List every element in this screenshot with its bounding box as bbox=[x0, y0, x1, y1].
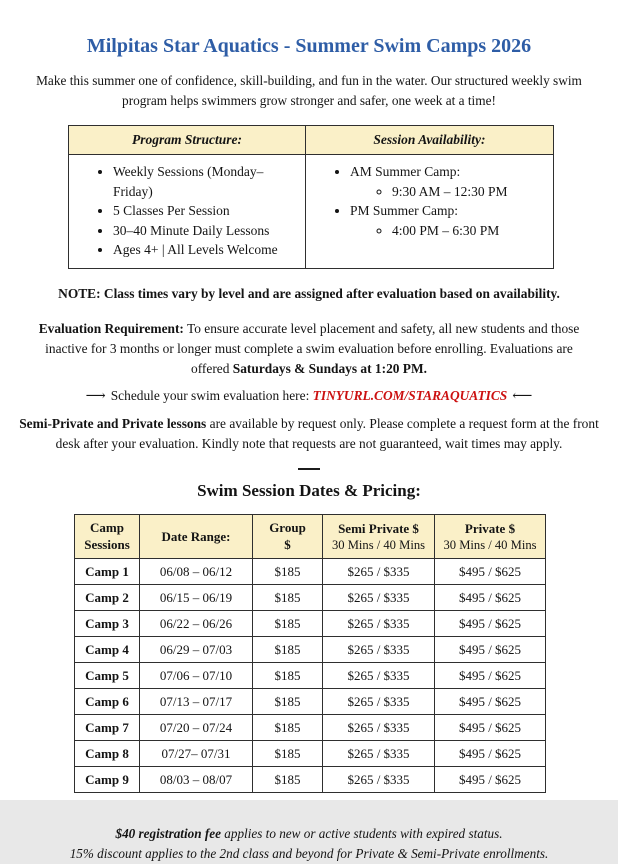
private-price-cell: $495 / $625 bbox=[435, 559, 546, 585]
col-header-group: Group $ bbox=[253, 515, 323, 559]
list-item bbox=[350, 162, 547, 201]
left-arrow-icon: ⟵ bbox=[512, 389, 533, 405]
evaluation-signup-link[interactable]: TINYURL.COM/STARAQUATICS bbox=[312, 388, 508, 404]
dates-cell: 07/20 – 07/24 bbox=[140, 715, 253, 741]
session-availability-header: Session Availability: bbox=[306, 126, 554, 155]
program-structure-cell bbox=[69, 155, 306, 269]
semi-private-price-cell: $265 / $335 bbox=[323, 663, 435, 689]
pricing-table-body bbox=[75, 559, 546, 793]
col-header-camp-sessions: Camp Sessions bbox=[75, 515, 140, 559]
camp-cell: Camp 1 bbox=[75, 559, 140, 585]
semi-private-price-cell: $265 / $335 bbox=[323, 767, 435, 793]
group-price-cell: $185 bbox=[253, 559, 323, 585]
dates-cell: 07/13 – 07/17 bbox=[140, 689, 253, 715]
list-item: • Ages 4+ | All Levels Welcome bbox=[113, 240, 299, 260]
semi-private-price-cell: $265 / $335 bbox=[323, 741, 435, 767]
list-item: • 5 Classes Per Session bbox=[113, 201, 299, 221]
camp-time: 4:00 PM – 6:30 PM bbox=[392, 222, 500, 238]
semi-private-price-cell: $265 / $335 bbox=[323, 559, 435, 585]
program-structure-header: Program Structure: bbox=[69, 126, 306, 155]
group-price-cell: $185 bbox=[253, 689, 323, 715]
group-price-cell: $185 bbox=[253, 611, 323, 637]
section-divider bbox=[298, 468, 320, 470]
col-header-date-range: Date Range: bbox=[140, 515, 253, 559]
evaluation-times: Saturdays & Sundays at 1:20 PM. bbox=[232, 361, 427, 377]
camp-time: 9:30 AM – 12:30 PM bbox=[392, 183, 508, 199]
pricing-row bbox=[75, 689, 546, 715]
group-price-cell: $185 bbox=[253, 585, 323, 611]
private-lessons-label: Semi-Private and Private lessons bbox=[19, 416, 207, 432]
registration-fee-note: $40 registration fee applies to new or active students with expired status. bbox=[115, 826, 503, 842]
right-arrow-icon: ⟶ bbox=[85, 389, 106, 405]
list-item bbox=[392, 182, 547, 202]
private-price-cell: $495 / $625 bbox=[435, 663, 546, 689]
camp-cell: Camp 4 bbox=[75, 637, 140, 663]
camp-label: AM Summer Camp: bbox=[350, 164, 461, 180]
note-text: NOTE: Class times vary by level and are assigned after evaluation based on availability. bbox=[58, 285, 560, 301]
list-item bbox=[392, 221, 547, 241]
private-price-cell: $495 / $625 bbox=[435, 689, 546, 715]
pricing-row bbox=[75, 741, 546, 767]
private-lessons-text: Semi-Private and Private lessons are available by request only. Please complete a request form at the front desk after your evaluation. Kindly note that requests are not guaranteed, wait times may apply. bbox=[19, 416, 599, 452]
evaluation-requirement-label: Evaluation Requirement: bbox=[38, 320, 184, 336]
private-price-cell: $495 / $625 bbox=[435, 767, 546, 793]
semi-private-price-cell: $265 / $335 bbox=[323, 637, 435, 663]
intro-text: Make this summer one of confidence, skill-building, and fun in the water. Our structured weekly swim program helps swimmers grow stronger and safer, one week at a time! bbox=[36, 73, 582, 108]
sub-list bbox=[350, 182, 547, 202]
dates-cell: 06/22 – 06/26 bbox=[140, 611, 253, 637]
private-price-cell: $495 / $625 bbox=[435, 637, 546, 663]
list-item bbox=[350, 201, 547, 240]
pricing-header-row bbox=[75, 515, 546, 559]
semi-private-price-cell: $265 / $335 bbox=[323, 715, 435, 741]
private-price-cell: $495 / $625 bbox=[435, 611, 546, 637]
schedule-label: Schedule your swim evaluation here: bbox=[110, 388, 310, 404]
sub-list bbox=[350, 221, 547, 241]
pricing-row bbox=[75, 611, 546, 637]
program-structure-list bbox=[69, 162, 299, 260]
dates-cell: 06/15 – 06/19 bbox=[140, 585, 253, 611]
semi-private-price-cell: $265 / $335 bbox=[323, 585, 435, 611]
private-price-cell: $495 / $625 bbox=[435, 741, 546, 767]
camp-cell: Camp 2 bbox=[75, 585, 140, 611]
group-price-cell: $185 bbox=[253, 715, 323, 741]
schedule-line bbox=[0, 388, 618, 405]
evaluation-requirement-text: Evaluation Requirement: To ensure accurate level placement and safety, all new students and those inactive for 3 months or longer must complete a swim evaluation before enrolling. Evaluations are offered Saturdays & Sundays at 1:20 PM. bbox=[38, 320, 580, 377]
pricing-table bbox=[74, 514, 546, 793]
camp-cell: Camp 8 bbox=[75, 741, 140, 767]
dates-cell: 07/27– 07/31 bbox=[140, 741, 253, 767]
pricing-row bbox=[75, 663, 546, 689]
list-item: • 30–40 Minute Daily Lessons bbox=[113, 221, 299, 241]
group-price-cell: $185 bbox=[253, 767, 323, 793]
pricing-row bbox=[75, 767, 546, 793]
dates-cell: 07/06 – 07/10 bbox=[140, 663, 253, 689]
session-availability-cell bbox=[306, 155, 554, 269]
dates-cell: 06/08 – 06/12 bbox=[140, 559, 253, 585]
session-availability-list bbox=[306, 162, 547, 240]
private-price-cell: $495 / $625 bbox=[435, 715, 546, 741]
col-header-semi-private: Semi Private $ 30 Mins / 40 Mins bbox=[323, 515, 435, 559]
pricing-row bbox=[75, 715, 546, 741]
list-item: • Weekly Sessions (Monday–Friday) bbox=[113, 162, 299, 201]
camp-cell: Camp 6 bbox=[75, 689, 140, 715]
discount-note: 15% discount applies to the 2nd class and beyond for Private & Semi-Private enrollments. bbox=[69, 846, 549, 862]
col-header-private: Private $ 30 Mins / 40 Mins bbox=[435, 515, 546, 559]
pricing-heading: Swim Session Dates & Pricing: bbox=[197, 481, 421, 501]
camp-cell: Camp 5 bbox=[75, 663, 140, 689]
pricing-row bbox=[75, 637, 546, 663]
pricing-row bbox=[75, 585, 546, 611]
dates-cell: 08/03 – 08/07 bbox=[140, 767, 253, 793]
group-price-cell: $185 bbox=[253, 663, 323, 689]
group-price-cell: $185 bbox=[253, 741, 323, 767]
registration-fee-label: $40 registration fee bbox=[115, 826, 221, 842]
camp-cell: Camp 3 bbox=[75, 611, 140, 637]
pricing-row bbox=[75, 559, 546, 585]
semi-private-price-cell: $265 / $335 bbox=[323, 611, 435, 637]
dates-cell: 06/29 – 07/03 bbox=[140, 637, 253, 663]
footer-notes bbox=[0, 824, 618, 864]
page-title: Milpitas Star Aquatics - Summer Swim Camps 2026 bbox=[86, 35, 532, 57]
camp-label: PM Summer Camp: bbox=[350, 203, 459, 219]
camp-cell: Camp 7 bbox=[75, 715, 140, 741]
camp-cell: Camp 9 bbox=[75, 767, 140, 793]
group-price-cell: $185 bbox=[253, 637, 323, 663]
program-info-table bbox=[68, 125, 554, 269]
private-price-cell: $495 / $625 bbox=[435, 585, 546, 611]
semi-private-price-cell: $265 / $335 bbox=[323, 689, 435, 715]
